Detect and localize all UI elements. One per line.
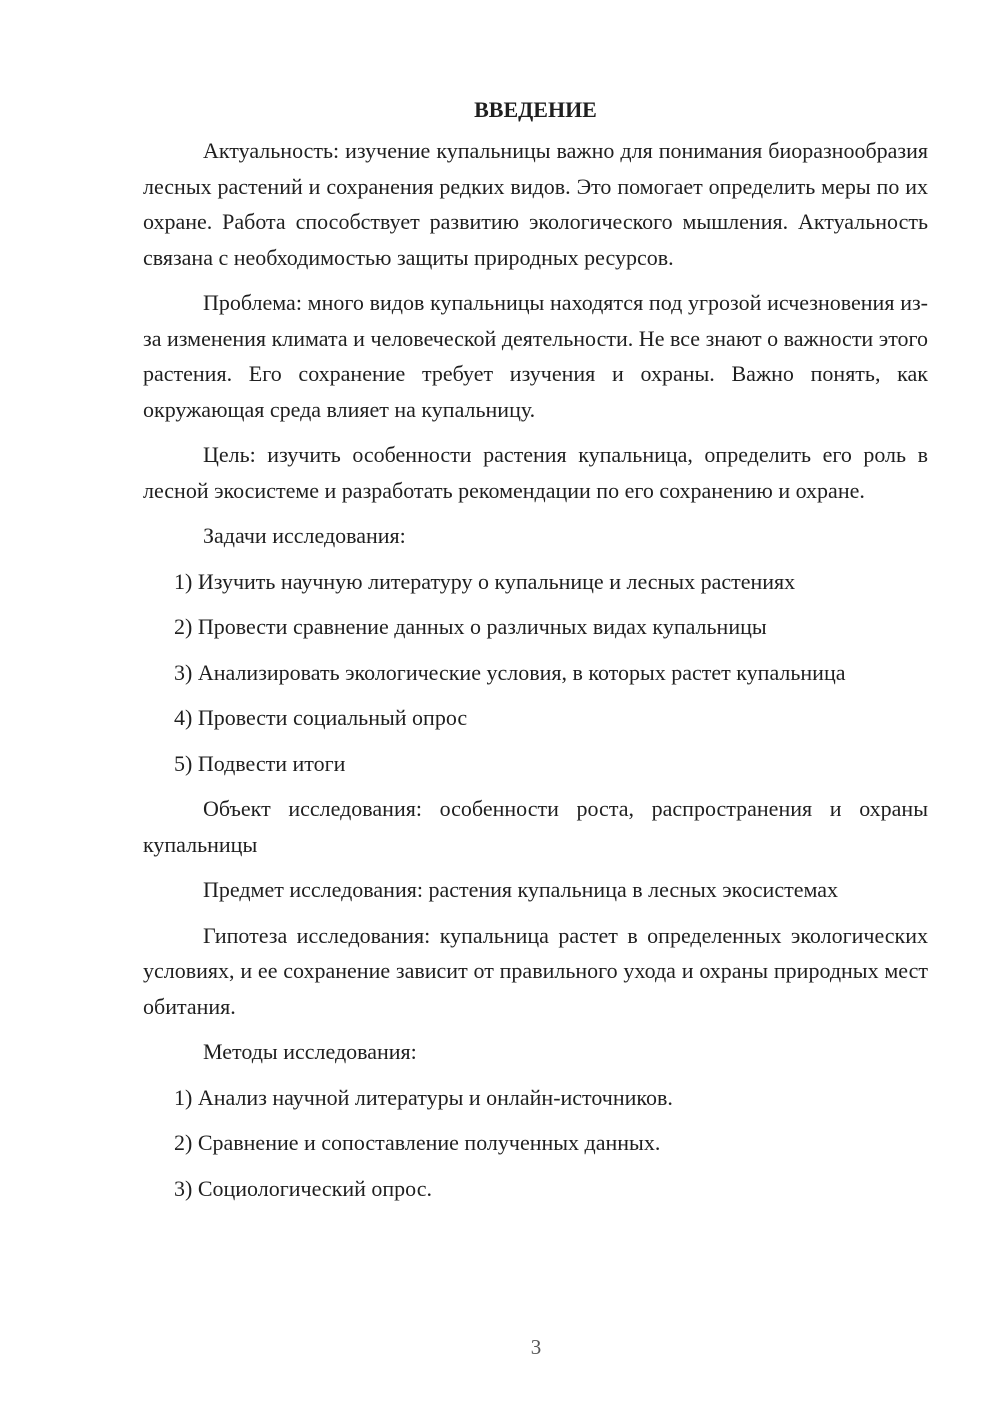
object-paragraph: Объект исследования: особенности роста, распространения и охраны купальницы [143, 796, 928, 857]
method-item: 3) Социологический опрос. [174, 1175, 432, 1201]
task-item: 4) Провести социальный опрос [174, 705, 468, 730]
task-item: 3) Анализировать экологические условия, в которых растет купальница [174, 659, 846, 685]
method-item: 1) Анализ научной литературы и онлайн-источников. [174, 1084, 673, 1110]
problem-paragraph: Проблема: много видов купальницы находятся под угрозой исчезновения из-за изменения климата и человеческой деятельности. Не все знают о важности этого растения. Его сохранение требует изучения и охраны. Важно понять, как окружающая среда влияет на купальницу. [143, 290, 928, 422]
subject-paragraph: Предмет исследования: растения купальница в лесных экосистемах [203, 877, 839, 902]
goal-paragraph: Цель: изучить особенности растения купальница, определить его роль в лесной экосистеме и разработать рекомендации по его сохранению и охране. [143, 442, 928, 503]
task-item: 5) Подвести итоги [174, 750, 346, 776]
method-item: 2) Сравнение и сопоставление полученных данных. [174, 1130, 661, 1155]
methods-label: Методы исследования: [203, 1039, 417, 1064]
section-heading: ВВЕДЕНИЕ [474, 97, 597, 122]
page-content [143, 92, 928, 1216]
page-number: 3 [530, 1335, 542, 1359]
task-item: 1) Изучить научную литературу о купальнице и лесных растениях [174, 568, 796, 594]
hypothesis-paragraph: Гипотеза исследования: купальница растет в определенных экологических условиях, и ее сохранение зависит от правильного ухода и охраны природных мест обитания. [143, 922, 928, 1019]
task-item: 2) Провести сравнение данных о различных видах купальницы [174, 614, 767, 639]
tasks-label: Задачи исследования: [203, 523, 406, 548]
relevance-paragraph: Актуальность: изучение купальницы важно для понимания биоразнообразия лесных растений и сохранения редких видов. Это помогает определить меры по их охране. Работа способствует развитию экологического мышления. Актуальность связана с необходимостью защиты природных ресурсов. [143, 138, 928, 270]
